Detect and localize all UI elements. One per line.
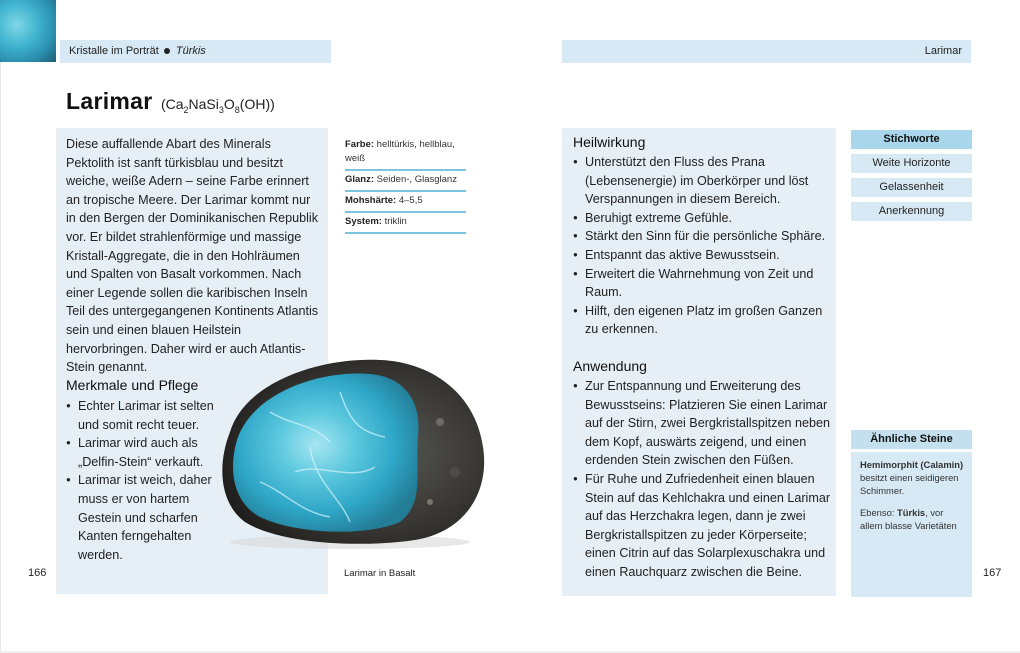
running-header-left <box>60 40 331 63</box>
list-item: ● Stärkt den Sinn für die persönliche Sphäre. <box>573 227 831 246</box>
stichworte-title: Stichworte <box>851 130 972 149</box>
list-item: ● Hilft, den eigenen Platz im großen Ganzen zu erkennen. <box>573 302 831 339</box>
list-item: ● Unterstützt den Fluss des Prana (Lebensenergie) im Oberkörper und löst Verspannungen in diesem Bereich. <box>573 153 831 209</box>
stichwort-item: Gelassenheit <box>851 178 972 197</box>
image-caption: Larimar in Basalt <box>344 568 416 579</box>
anwendung-heading: Anwendung <box>573 358 647 374</box>
page-number-left: 166 <box>28 567 47 579</box>
stone-name: Larimar <box>66 88 153 114</box>
similar-stone-2: Ebenso: Türkis, vor allem blasse Varietäten <box>860 507 957 531</box>
fact-system: System: triklin <box>345 213 466 234</box>
series-label: Kristalle im Porträt <box>69 45 159 57</box>
list-item: ● Beruhigt extreme Gefühle. <box>573 209 831 228</box>
anwendung-list <box>573 377 831 582</box>
merkmale-heading: Merkmale und Pflege <box>66 377 199 393</box>
corner-stone-thumbnail <box>0 0 56 62</box>
heilwirkung-heading: Heilwirkung <box>573 134 646 150</box>
similar-stone-1: Hemimorphit (Calamin) besitzt einen seidigeren Schimmer. <box>860 459 964 496</box>
page-edge <box>0 62 1 653</box>
stichwort-item: Weite Horizonte <box>851 154 972 173</box>
merkmale-list <box>66 397 216 564</box>
list-item: ● Für Ruhe und Zufriedenheit einen blauen Stein auf das Kehlchakra und einen Larimar auf das Herzchakra legen, dann je zwei Bergkristallspitzen zu jeder Körperseite; einen Citrin auf das Solarplexuschakra und einen Rauchquarz zwischen die Beine. <box>573 470 831 582</box>
facts-column <box>345 136 466 234</box>
list-item: ● Entspannt das aktive Bewusstsein. <box>573 246 831 265</box>
fact-farbe: Farbe: helltürkis, hellblau, weiß <box>345 136 466 171</box>
chemical-formula: $(Ca_2NaSi_3O_8(OH))$ <box>160 96 275 115</box>
bullet-dot-icon <box>164 48 170 54</box>
aehnliche-steine-box <box>851 452 972 597</box>
list-item: ● Larimar ist weich, daher muss er von hartem Gestein und scharfen Kanten ferngehalten werden. <box>66 471 216 564</box>
page-title <box>66 88 275 115</box>
list-item: ● Larimar wird auch als „Delfin-Stein“ verkauft. <box>66 434 216 471</box>
fact-glanz: Glanz: Seiden-, Glasglanz <box>345 171 466 192</box>
fact-mohshaerte: Mohshärte: 4–5,5 <box>345 192 466 213</box>
intro-paragraph: Diese auffallende Abart des Minerals Pektolith ist sanft türkisblau und besitzt weiche, weiße Adern – seine Farbe erinnert an tropische Meere. Der Larimar kommt nur in den Bergen der Dominikanischen Republik vor. Er bildet strahlenförmige und massige Kristall-Aggregate, die in den Hohlräumen und Spalten von Basalt vorkommen. Nach einer Legende sollen die karibischen Inseln Teil des untergegangenen Kontinents Atlantis sein und einen blauen Heilstein hervorbringen. Daher wird er auch Atlantis-Stein genannt. <box>66 137 319 375</box>
header-right-label: Larimar <box>924 45 962 57</box>
stichwort-item: Anerkennung <box>851 202 972 221</box>
page-number-right: 167 <box>983 567 1002 579</box>
aehnliche-steine-title: Ähnliche Steine <box>851 430 972 449</box>
running-header-right <box>562 40 971 63</box>
list-item: ● Echter Larimar ist selten und somit recht teuer. <box>66 397 216 434</box>
list-item: ● Erweitert die Wahrnehmung von Zeit und Raum. <box>573 265 831 302</box>
list-item: ● Zur Entspannung und Erweiterung des Bewusstseins: Platzieren Sie einen Larimar auf der Stirn, zwei Bergkristallspitzen neben dem Kopf, auswärts zeigend, und einen erdenden Stein zwischen den Füßen. <box>573 377 831 470</box>
topic-label: Türkis <box>175 45 206 57</box>
heilwirkung-list <box>573 153 831 339</box>
larimar-stone-image <box>200 352 490 552</box>
